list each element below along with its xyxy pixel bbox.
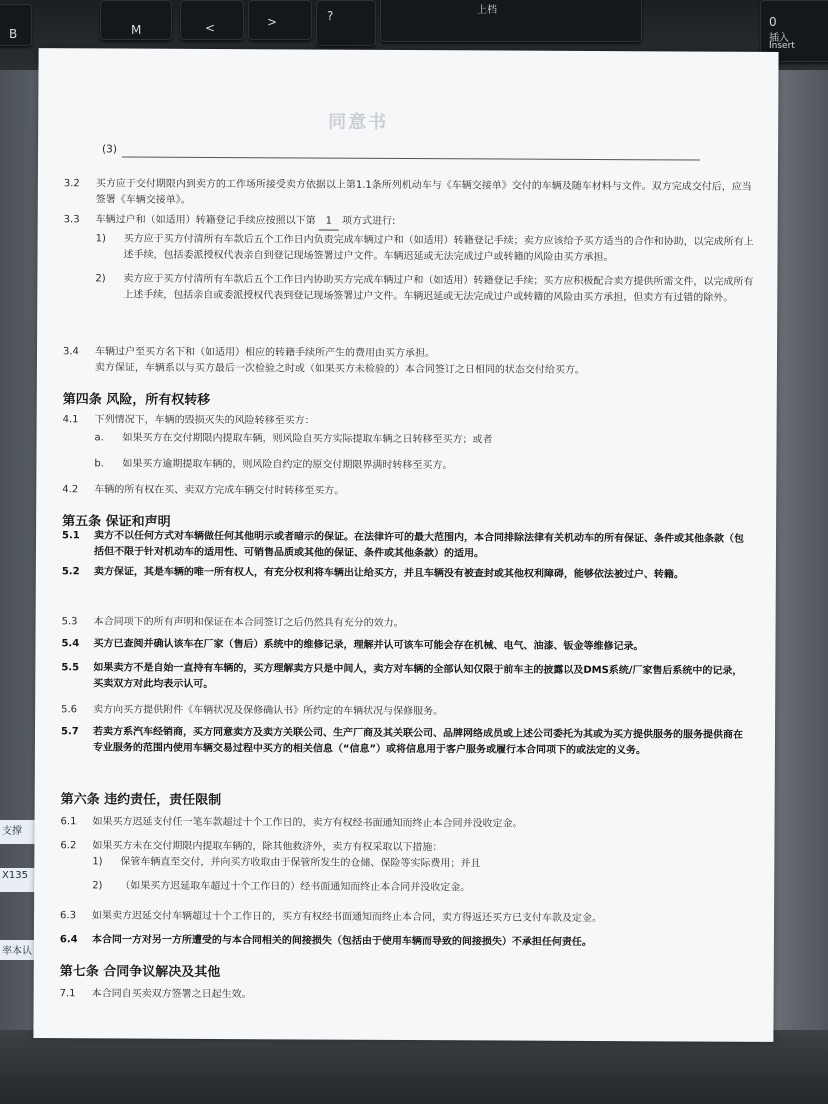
clause-text: 卖方不以任何方式对车辆做任何其他明示或者暗示的保证。在法律许可的最大范围内，本合同排除法律有关机动车的所有保证、条件或其他条款（包括但不限于针对机动车的适用性、可销售品质或其他的保证、条件或其他条款）的适用。	[93, 530, 745, 560]
clause-text: 买方已查阅并确认该车在厂家（售后）系统中的维修记录，理解并认可该车可能会存在机械、电气、油漆、钣金等维修记录。	[93, 638, 644, 653]
key-slash: ?	[316, 0, 376, 46]
clause-6-1	[61, 814, 751, 834]
item-label: 2)	[92, 880, 103, 892]
clause-3-3-item-2	[95, 271, 753, 306]
clause-number: 6.2	[60, 840, 77, 852]
clause-5-4	[61, 636, 751, 656]
clause-3-3-item-1	[95, 231, 753, 266]
clause-number: 5.6	[61, 704, 78, 716]
clause-number: 5.5	[61, 662, 80, 674]
key-b: B	[0, 4, 32, 46]
clause-number: 3.4	[62, 346, 79, 358]
contract-page	[33, 48, 778, 1042]
item-label: 2)	[95, 273, 106, 285]
clause-text: 卖方向买方提供附件《车辆状况及保修确认书》所约定的车辆状况与保修服务。	[93, 704, 444, 718]
clause-4-1-item-a	[95, 430, 753, 449]
clause-number: 6.3	[60, 910, 76, 922]
clause-number: 5.1	[62, 530, 80, 542]
clause-number: 5.2	[61, 566, 80, 578]
clause-text: 如果卖方不是自始一直持有车辆的，买方理解卖方只是中间人，卖方对车辆的全部认知仅限于前车主的披露以及DMS系统/厂家售后系统中的记录，买卖双方对此均表示认可。	[93, 662, 743, 690]
key-period: >	[248, 0, 312, 40]
clause-number: 3.3	[63, 214, 80, 226]
clause-3-2	[64, 176, 754, 212]
clause-text: 如果买方未在交付期限内提取车辆的，除其他救济外，卖方有权采取以下措施：	[92, 840, 443, 854]
line-3-label: (3)	[102, 143, 117, 156]
clause-number: 5.7	[60, 726, 79, 738]
clause-text: 卖方保证，其是车辆的唯一所有权人，有充分权利将车辆出让给买方，并且车辆没有被查封或其他权利障碍，能够依法被过户、转籍。	[93, 566, 684, 581]
clause-5-2	[62, 564, 752, 584]
clause-6-4	[60, 932, 750, 952]
sticker-2: X135	[0, 868, 44, 892]
clause-4-1-item-b	[94, 456, 752, 475]
clause-5-6	[61, 702, 751, 722]
clause-text: 本合同项下的所有声明和保证在本合同签订之后仍然具有充分的效力。	[93, 616, 404, 629]
clause-4-1	[62, 412, 752, 476]
clause-5-7	[61, 724, 751, 760]
clause-number: 7.1	[59, 988, 76, 1000]
clause-text: 本合同一方对另一方所遭受的与本合同相关的间接损失（包括由于使用车辆而导致的间接损失）不承担任何责任。	[91, 934, 592, 948]
item-text: 买方应于买方付清所有车款后五个工作日内负责完成车辆过户和（如适用）转籍登记手续；卖方应该给予买方适当的合作和协助，以完成所有上述手续，包括委派授权代表亲自到登记现场签署过户文件。车辆迟延或无法完成过户或转籍的风险由买方承担。	[123, 233, 754, 264]
sticker-1: 支撑	[0, 820, 44, 844]
key-insert: 0 插入 Insert	[760, 0, 828, 62]
item-label: 1)	[95, 233, 106, 245]
clause-number: 4.1	[62, 414, 79, 426]
blank-line	[122, 157, 700, 161]
item-label: b.	[94, 458, 104, 470]
clause-3-3	[63, 212, 753, 307]
item-label: 1)	[92, 856, 103, 868]
clause-6-2-item-1	[92, 854, 750, 873]
clause-number: 5.3	[61, 616, 78, 628]
ghost-title: 同意书	[328, 111, 389, 133]
clause-5-3	[62, 614, 752, 634]
clause-text-pre: 车辆过户和（如适用）转籍登记手续应按照以下第	[95, 214, 316, 227]
item-label: a.	[94, 432, 104, 444]
clause-7-1	[60, 986, 750, 1006]
clause-number: 6.1	[60, 816, 77, 828]
clause-text: 车辆的所有权在买、卖双方完成车辆交付时转移至买方。	[94, 484, 345, 497]
item-text: 卖方应于买方付清所有车款后五个工作日内协助买方完成车辆过户和（如适用）转籍登记手续；买方应积极配合卖方提供所需文件，以完成所有上述手续，包括亲自或委派授权代表到登记现场签署过户文件。车辆迟延或无法完成过户或转籍的风险由买方承担，但卖方有过错的除外。	[123, 273, 754, 304]
item-text: 保管车辆直至交付，并向买方收取由于保管所发生的仓储、保险等实际费用；并且	[120, 856, 481, 870]
clause-text: 本合同自买卖双方签署之日起生效。	[91, 988, 252, 1001]
section-heading-6: 第六条 违约责任，责任限制	[60, 792, 222, 809]
clause-text: 如果卖方迟延交付车辆超过十个工作日的，买方有权经书面通知而终止本合同，卖方得返还买方已支付车款及定金。	[92, 910, 603, 925]
clause-4-2	[62, 482, 752, 502]
clause-text: 下列情况下，车辆的毁损灭失的风险转移至买方：	[94, 414, 315, 427]
clause-text: 车辆过户至买方名下和（如适用）相应的转籍手续所产生的费用由买方承担。	[94, 346, 436, 360]
section-heading-7: 第七条 合同争议解决及其他	[59, 964, 221, 981]
clause-text: 买方应于交付期限内到卖方的工作场所接受卖方依据以上第1.1条所列机动车与《车辆交接单》交付的车辆及随车材料与文件。双方完成交付后，应当签署《车辆交接单》。	[95, 178, 752, 206]
clause-text: 若卖方系汽车经销商，买方同意卖方及卖方关联公司、生产厂商及其关联公司、品牌网络成员或上述公司委托为其或为买方提供服务的服务提供商在专业服务的范围内使用车辆交易过程中买方的相关信息（“信息”）或将信息用于客户服务或履行本合同项下的或法定的义务。	[92, 726, 744, 757]
clause-text-2: 卖方保证，车辆系以与买方最后一次检验之时或（如果买方未检验的）本合同签订之日相同的状态交付给买方。	[94, 362, 585, 376]
section-heading-4: 第四条 风险，所有权转移	[62, 392, 211, 408]
clause-6-2	[60, 838, 750, 898]
clause-6-2-item-2	[92, 878, 750, 897]
clause-number: 4.2	[62, 484, 79, 496]
desk-right	[770, 70, 828, 1030]
item-text: 如果买方在交付期限内提取车辆，则风险自买方实际提取车辆之日转移至买方；或者	[122, 432, 493, 446]
clause-6-3	[60, 908, 750, 928]
item-text: （如果买方迟延取车超过十个工作日的）经书面通知而终止本合同并没收定金。	[120, 880, 471, 894]
sticker-3: 率本认	[0, 940, 44, 960]
clause-fill-value: 1	[319, 214, 339, 231]
clause-5-5	[61, 660, 751, 696]
clause-number: 6.4	[59, 934, 78, 946]
clause-5-1	[62, 528, 752, 564]
key-comma: <	[180, 0, 244, 40]
clause-3-4	[63, 344, 753, 380]
section-heading-5: 第五条 保证和声明	[62, 514, 171, 530]
item-text: 如果买方逾期提取车辆的，则风险自约定的原交付期限界满时转移至买方。	[122, 458, 453, 472]
key-shift: 上档	[380, 0, 642, 42]
clause-text	[96, 212, 754, 232]
clause-text: 如果买方迟延支付任一笔车款超过十个工作日的，卖方有权经书面通知而终止本合同并没收定金。	[92, 816, 523, 830]
clause-text-post: 项方式进行:	[342, 215, 396, 227]
key-m: M	[100, 0, 172, 40]
clause-number: 5.4	[61, 638, 80, 650]
clause-number: 3.2	[63, 178, 80, 190]
